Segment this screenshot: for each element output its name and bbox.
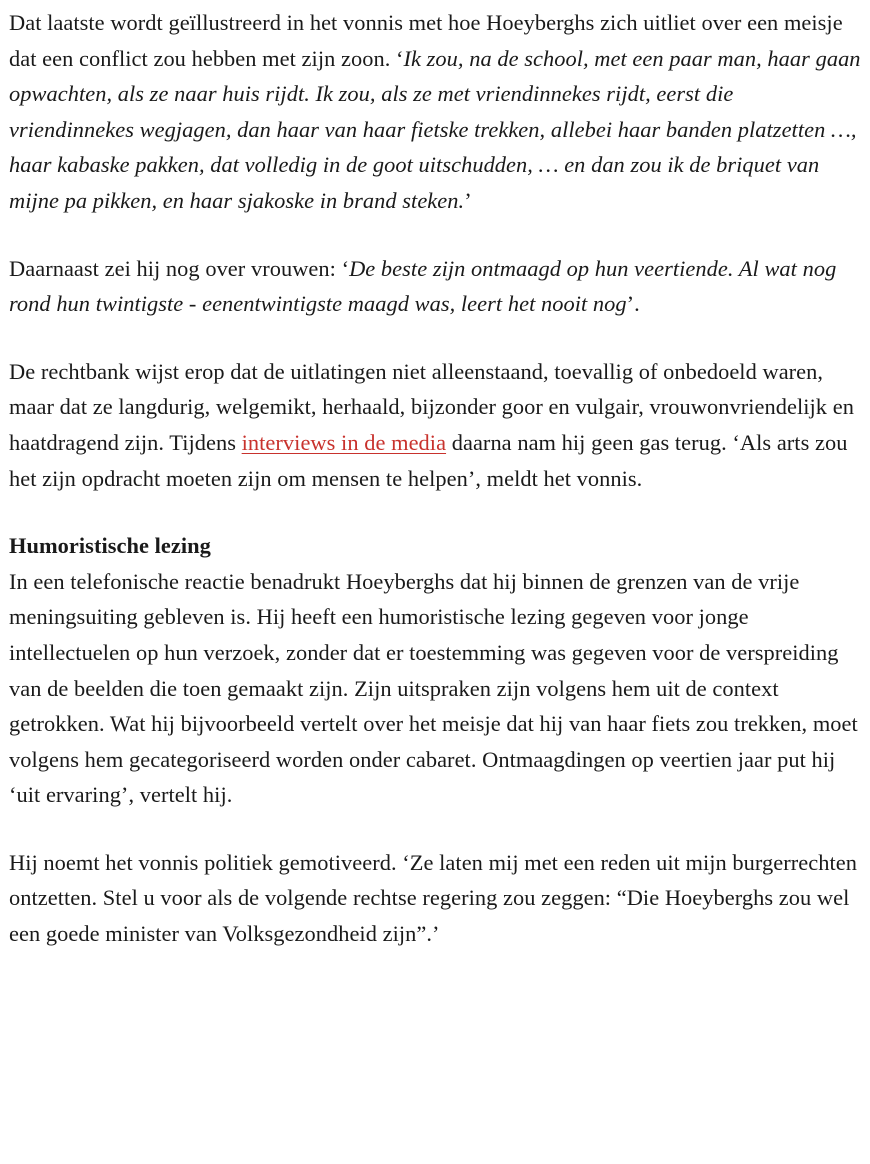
quote-girl-conflict: Ik zou, na de school, met een paar man, haar gaan opwachten, als ze naar huis rijdt. Ik zou, als ze met vriendinnekes rijdt, eerst die vriendinnekes wegjagen, dan haar van haar fietske trekken, allebei haar banden platzetten …, haar kabaske pakken, dat volledig in de goot uitschudden, … en dan zou ik de briquet van mijne pa pikken, en haar sjakoske in brand steken. <box>9 45 861 213</box>
quote-women: De beste zijn ontmaagd op hun veertiende. Al wat nog rond hun twintigste - eenentwintigste maagd was, leert het nooit nog <box>9 255 837 317</box>
article-body <box>9 5 861 952</box>
interviews-media-link[interactable]: interviews in de media <box>241 429 447 455</box>
paragraph-phone-reaction: In een telefonische reactie benadrukt Hoeyberghs dat hij binnen de grenzen van de vrije meningsuiting gebleven is. Hij heeft een humoristische lezing gegeven voor jonge intellectuelen op hun verzoek, zonder dat er toestemming was gegeven voor de verspreiding van de beelden die toen gemaakt zijn. Zijn uitspraken zijn volgens hem uit de context getrokken. Wat hij bijvoorbeeld vertelt over het meisje dat hij van haar fiets zou trekken, moet volgens hem gecategoriseerd worden onder cabaret. Ontmaagdingen op veertien jaar put hij ‘uit ervaring’, vertelt hij. <box>9 568 858 808</box>
paragraph-lead: De rechtbank wijst erop dat de uitlatingen niet alleenstaand, toevallig of onbedoeld waren, maar dat ze langdurig, welgemikt, herhaald, bijzonder goor en vulgair, vrouwonvriendelijk en haatdragend zijn. Tijdens <box>9 358 854 455</box>
paragraph-court <box>9 354 861 496</box>
paragraph-political: Hij noemt het vonnis politiek gemotiveerd. ‘Ze laten mij met een reden uit mijn burgerrechten ontzetten. Stel u voor als de volgende rechtse regering zou zeggen: “Die Hoeyberghs zou wel een goede minister van Volksgezondheid zijn”.’ <box>9 849 857 947</box>
paragraph-lead: Daarnaast zei hij nog over vrouwen: ‘ <box>9 255 350 281</box>
paragraph-lead: Dat laatste wordt geïllustreerd in het vonnis met hoe Hoeyberghs zich uitliet over een meisje dat een conflict zou hebben met zijn zoon. ‘ <box>9 10 843 71</box>
paragraph-illustration <box>9 5 861 219</box>
subheading-humoristische-lezing: Humoristische lezing <box>9 533 211 559</box>
paragraph-women-quote <box>9 251 861 322</box>
quote-close: ’ <box>464 187 472 213</box>
quote-close: ’. <box>626 291 640 317</box>
paragraph-trail: daarna nam hij geen gas terug. ‘Als arts zou het zijn opdracht moeten zijn om mensen te helpen’, meldt het vonnis. <box>9 429 848 491</box>
